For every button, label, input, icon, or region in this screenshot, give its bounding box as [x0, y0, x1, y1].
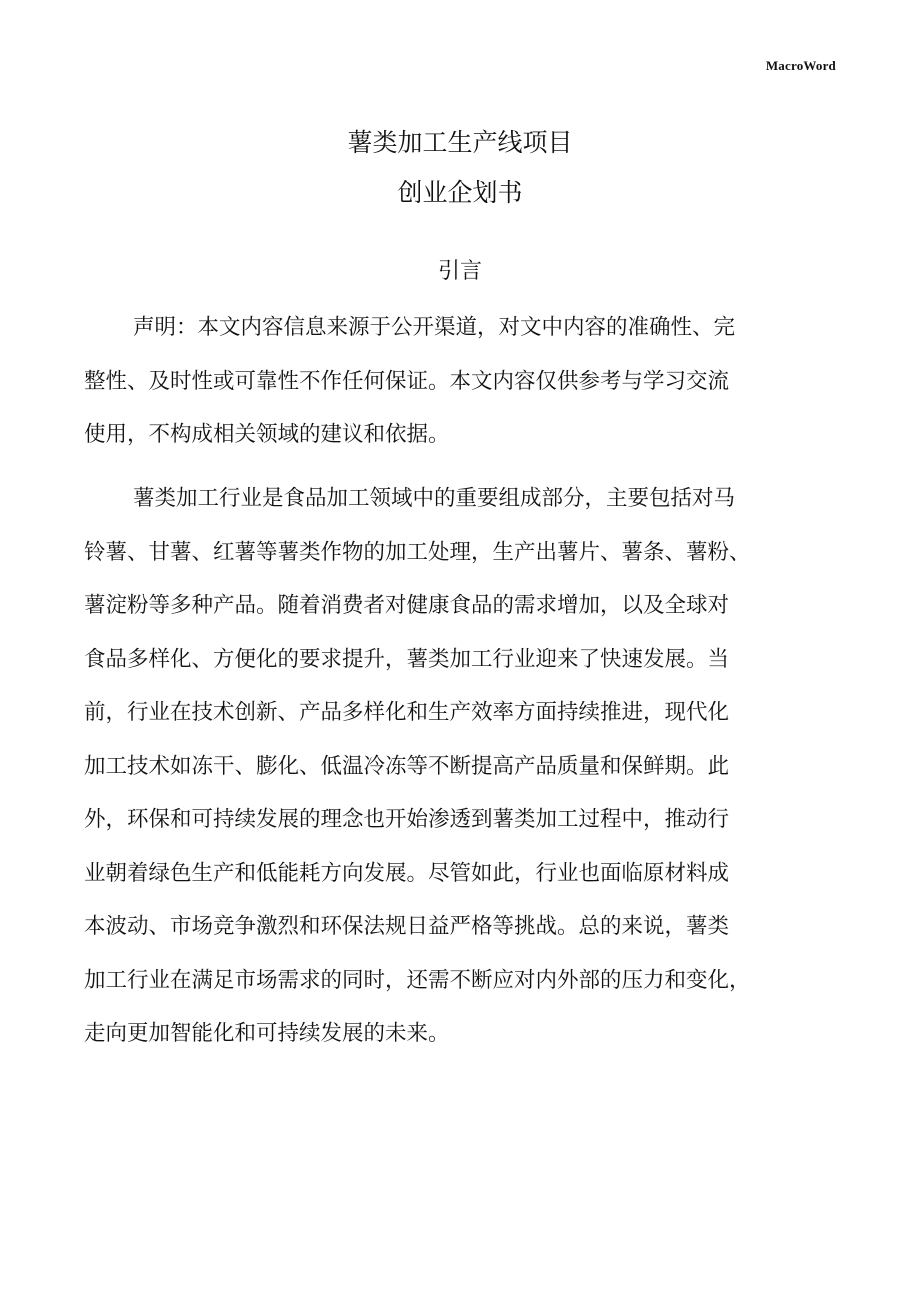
paragraph-line: 铃薯、甘薯、红薯等薯类作物的加工处理，生产出薯片、薯条、薯粉、 [84, 539, 751, 565]
paragraph-line: 使用，不构成相关领域的建议和依据。 [84, 422, 450, 447]
title-line-1: 薯类加工生产线项目 [347, 128, 573, 157]
intro-paragraph [84, 472, 834, 1061]
paragraph-line: 本波动、市场竞争激烈和环保法规日益严格等挑战。总的来说，薯类 [84, 914, 730, 939]
paragraph-line: 薯类加工行业是食品加工领域中的重要组成部分，主要包括对马 [133, 486, 736, 511]
section-heading: 引言 [437, 259, 482, 284]
paragraph-line: 薯淀粉等多种产品。随着消费者对健康食品的需求增加，以及全球对 [84, 593, 730, 618]
header-brand: MacroWord [765, 58, 836, 73]
paragraph-line: 走向更加智能化和可持续发展的未来。 [84, 1021, 450, 1046]
paragraph-line: 业朝着绿色生产和低能耗方向发展。尽管如此，行业也面临原材料成 [84, 860, 730, 886]
paragraph-line: 加工技术如冻干、膨化、低温冷冻等不断提高产品质量和保鲜期。此 [84, 753, 730, 779]
paragraph-line: 声明：本文内容信息来源于公开渠道，对文中内容的准确性、完 [133, 315, 736, 340]
paragraph-line: 食品多样化、方便化的要求提升，薯类加工行业迎来了快速发展。当 [84, 646, 730, 672]
title-line-2: 创业企划书 [397, 178, 523, 207]
document-title [0, 118, 920, 218]
paragraph-line: 整性、及时性或可靠性不作任何保证。本文内容仅供参考与学习交流 [84, 368, 730, 394]
disclaimer-paragraph [84, 301, 834, 462]
paragraph-line: 外，环保和可持续发展的理念也开始渗透到薯类加工过程中，推动行 [84, 807, 730, 832]
paragraph-line: 加工行业在满足市场需求的同时，还需不断应对内外部的压力和变化， [84, 967, 751, 993]
paragraph-line: 前，行业在技术创新、产品多样化和生产效率方面持续推进，现代化 [84, 700, 730, 725]
